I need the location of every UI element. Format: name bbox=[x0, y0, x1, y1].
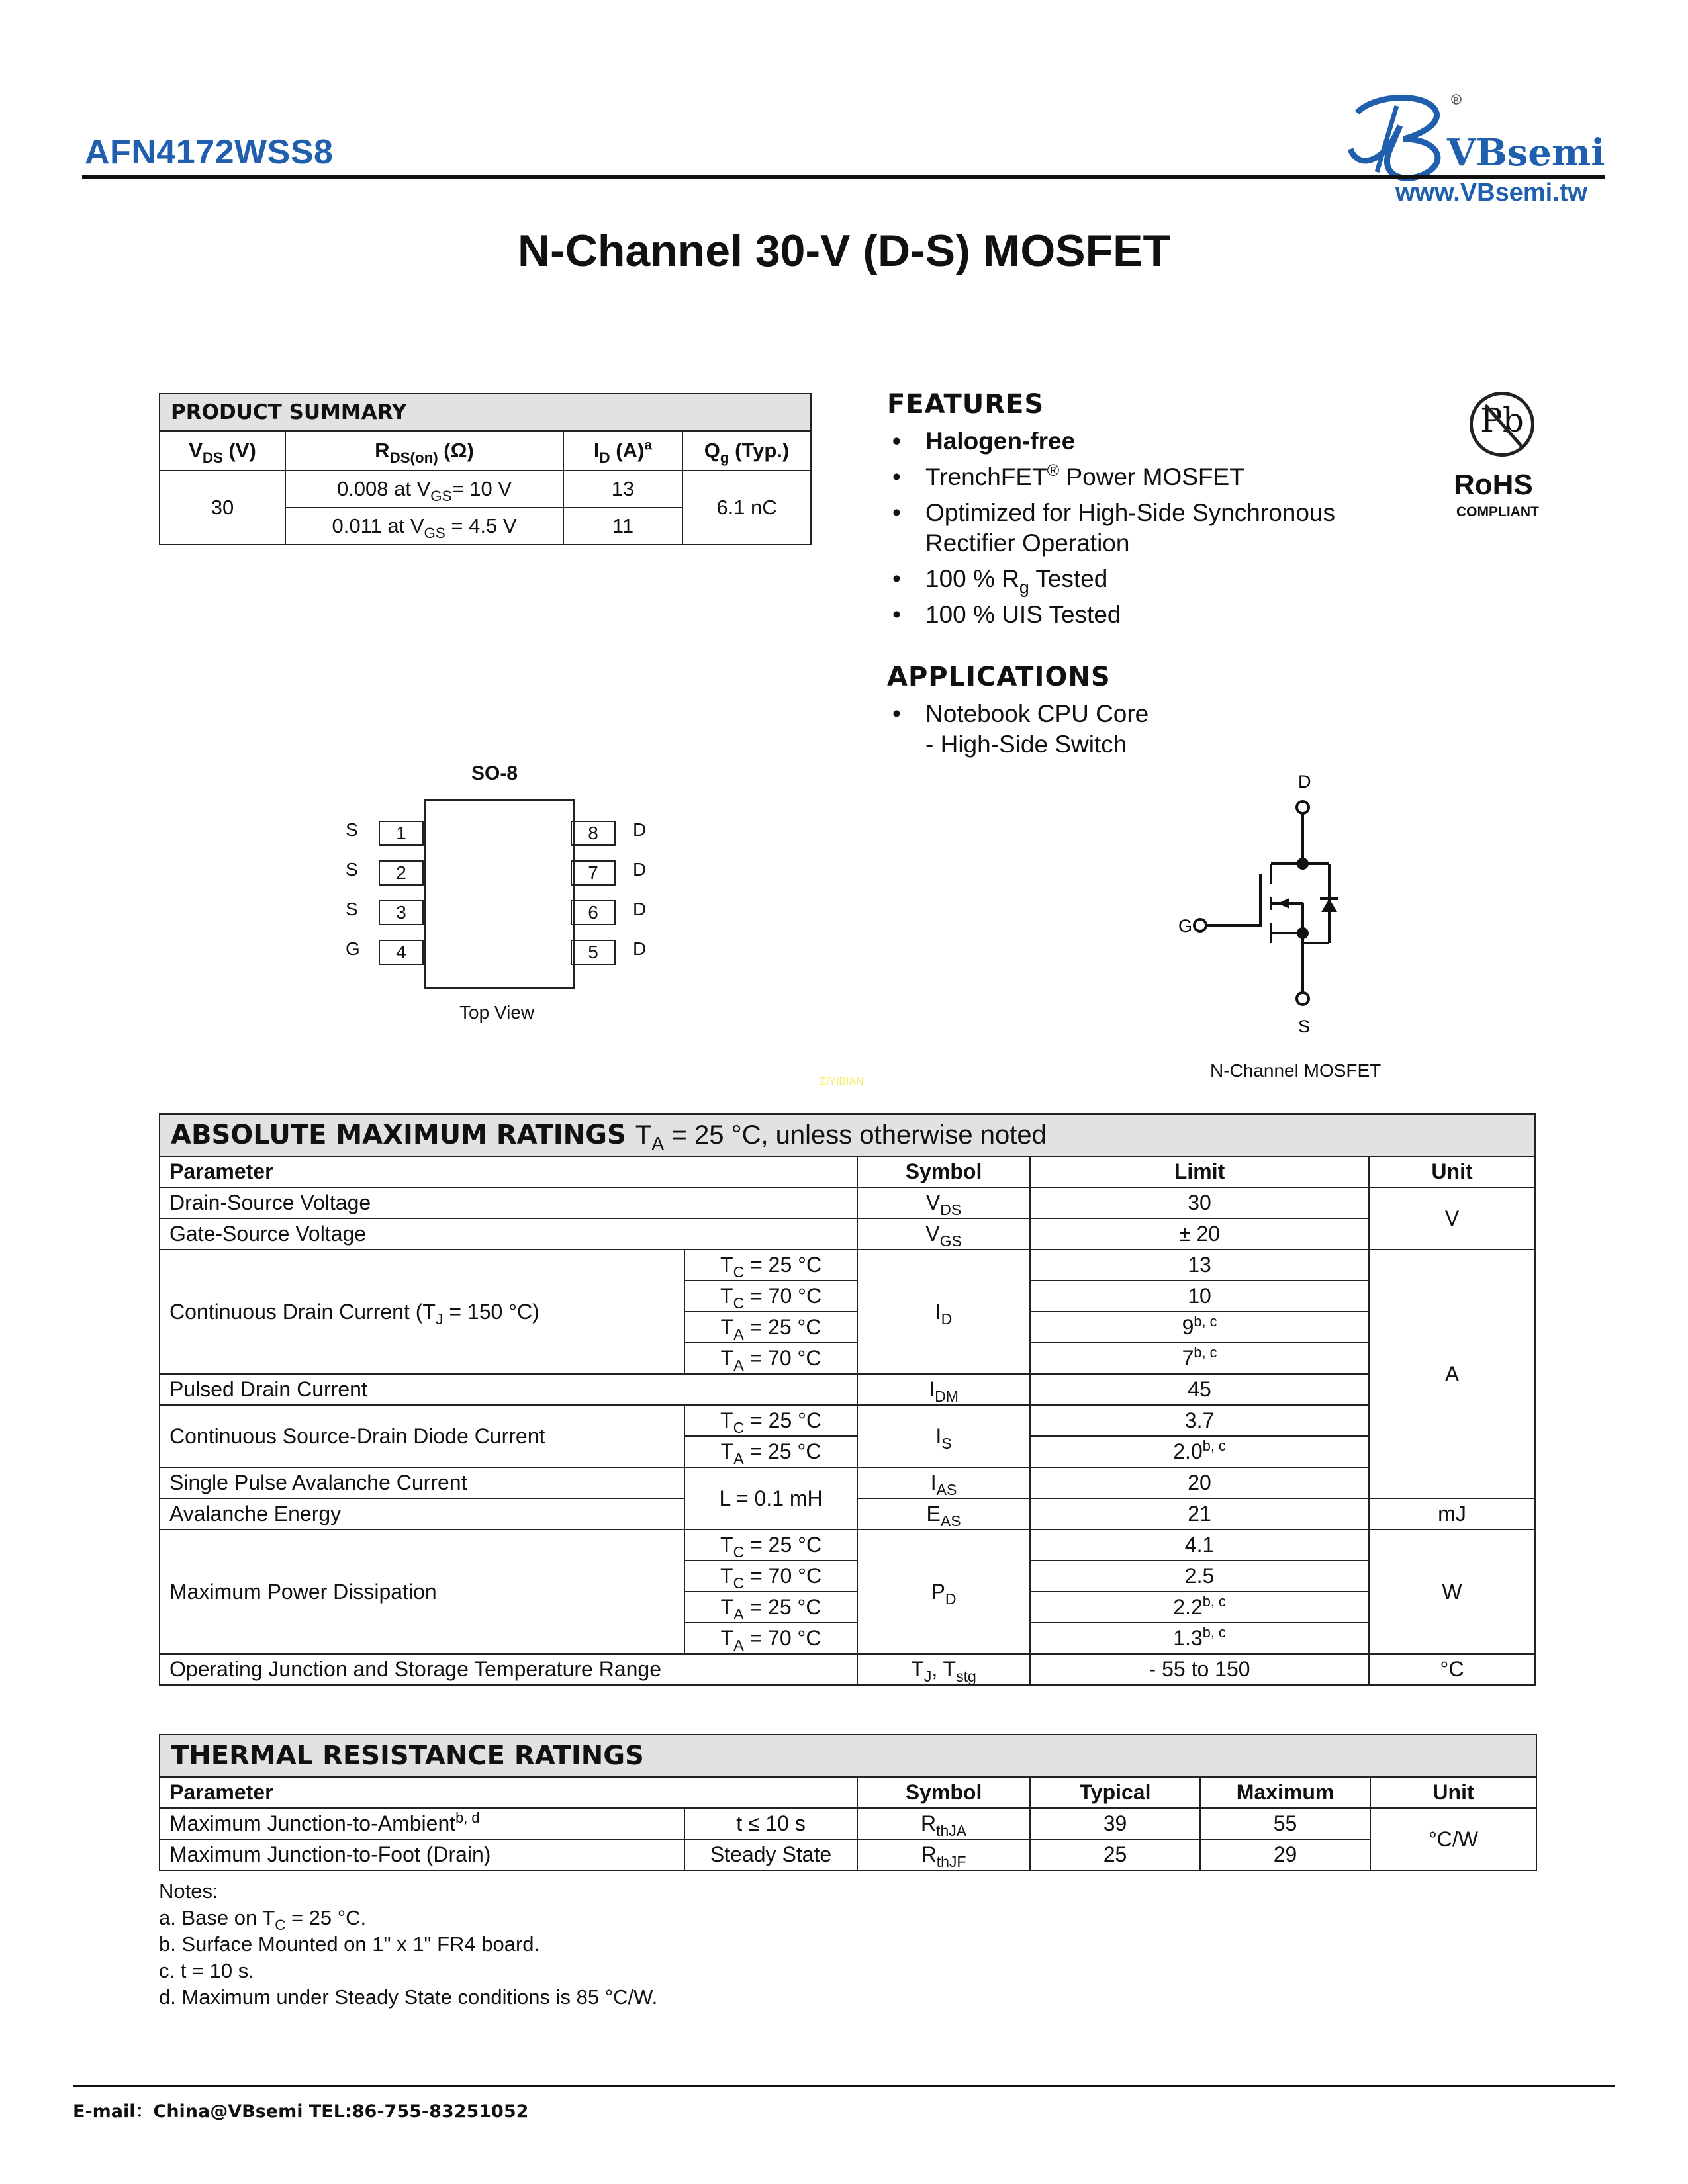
col-rds: $R_{DS(on)}$ (Ω) bbox=[285, 431, 563, 471]
thermal-col-typ: Typical bbox=[1030, 1777, 1200, 1808]
amr-unit: °C bbox=[1369, 1654, 1535, 1685]
thermal-col-symbol: Symbol bbox=[857, 1777, 1030, 1808]
brand-name: VBsemi bbox=[1447, 131, 1605, 175]
id-row-1: 13 bbox=[563, 471, 682, 508]
amr-cond: $T_C = 25$ °C bbox=[684, 1529, 857, 1561]
footer-rule bbox=[73, 2085, 1615, 2087]
thermal-symbol: $R_{thJA}$ bbox=[857, 1808, 1030, 1839]
pin-label: D bbox=[633, 819, 647, 840]
amr-unit: W bbox=[1369, 1529, 1535, 1654]
amr-cond: $T_C = 70$ °C bbox=[684, 1561, 857, 1592]
rds-row-1: 0.008 at $V_{GS}= 10$ V bbox=[285, 471, 563, 508]
thermal-param: Maximum Junction-to-Foot (Drain) bbox=[160, 1839, 684, 1870]
amr-cond: $T_A = 25$ °C bbox=[684, 1436, 857, 1467]
document-title: N-Channel 30-V (D-S) MOSFET bbox=[517, 226, 1171, 276]
rohs-compliant: COMPLIANT bbox=[1456, 504, 1539, 520]
amr-symbol: $I_{AS}$ bbox=[857, 1467, 1030, 1498]
pin-1: 1 bbox=[379, 821, 424, 846]
amr-limit: 4.1 bbox=[1030, 1529, 1369, 1561]
pin-7: 7 bbox=[571, 860, 616, 886]
pin-label: S bbox=[346, 899, 358, 919]
feature-item: • Optimized for High-Side Synchronous Rectifier Operation bbox=[887, 498, 1417, 559]
package-name: SO-8 bbox=[471, 762, 518, 784]
amr-param: Single Pulse Avalanche Current bbox=[160, 1467, 684, 1498]
amr-cond: $T_A = 25$ °C bbox=[684, 1312, 857, 1343]
product-summary-table bbox=[159, 393, 812, 545]
pin-label: D bbox=[633, 938, 647, 959]
amr-param: Avalanche Energy bbox=[160, 1498, 684, 1529]
amr-cond: L = 0.1 mH bbox=[684, 1467, 857, 1529]
gate-label: G bbox=[1178, 916, 1193, 936]
rds-row-2: 0.011 at $V_{GS} = 4.5$ V bbox=[285, 508, 563, 545]
thermal-symbol: $R_{thJF}$ bbox=[857, 1839, 1030, 1870]
amr-unit: mJ bbox=[1369, 1498, 1535, 1529]
amr-param: Maximum Power Dissipation bbox=[160, 1529, 684, 1654]
thermal-resistance-table bbox=[159, 1734, 1537, 1871]
col-vds: $V_{DS}$ (V) bbox=[160, 431, 285, 471]
amr-unit: V bbox=[1369, 1187, 1535, 1250]
website-link[interactable]: www.VBsemi.tw bbox=[1395, 179, 1587, 206]
pin-label: G bbox=[346, 938, 360, 959]
notes-title: Notes: bbox=[159, 1880, 218, 1903]
symbol-caption: N-Channel MOSFET bbox=[1210, 1060, 1382, 1081]
product-summary-title: PRODUCT SUMMARY bbox=[160, 394, 811, 431]
thermal-col-max: Maximum bbox=[1200, 1777, 1370, 1808]
feature-item: • 100 % $R_g$ Tested bbox=[887, 564, 1417, 594]
amr-limit: 2.0$^{b, c}$ bbox=[1030, 1436, 1369, 1467]
amr-limit: 13 bbox=[1030, 1250, 1369, 1281]
pb-label: Pb bbox=[1480, 401, 1524, 439]
amr-limit: 2.2$^{b, c}$ bbox=[1030, 1592, 1369, 1623]
features-title: FEATURES bbox=[887, 389, 1045, 420]
application-item: • Notebook CPU Core - High-Side Switch bbox=[887, 699, 1417, 760]
pin-4: 4 bbox=[379, 940, 424, 965]
pin-label: S bbox=[346, 859, 358, 880]
amr-limit: 1.3$^{b, c}$ bbox=[1030, 1623, 1369, 1654]
id-row-2: 11 bbox=[563, 508, 682, 545]
amr-cond: $T_C = 25$ °C bbox=[684, 1405, 857, 1436]
pin-3: 3 bbox=[379, 900, 424, 925]
svg-text:R: R bbox=[1454, 96, 1459, 105]
amr-col-symbol: Symbol bbox=[857, 1156, 1030, 1187]
pb-slash-icon bbox=[1474, 396, 1533, 455]
amr-param: Pulsed Drain Current bbox=[160, 1374, 857, 1405]
applications-title: APPLICATIONS bbox=[887, 662, 1111, 692]
amr-limit: 20 bbox=[1030, 1467, 1369, 1498]
qg-value: 6.1 nC bbox=[682, 471, 811, 545]
amr-cond: $T_C = 25$ °C bbox=[684, 1250, 857, 1281]
amr-symbol: $V_{DS}$ bbox=[857, 1187, 1030, 1218]
feature-item: • Halogen-free bbox=[887, 426, 1417, 457]
pin-6: 6 bbox=[571, 900, 616, 925]
amr-symbol: $V_{GS}$ bbox=[857, 1218, 1030, 1250]
amr-limit: 21 bbox=[1030, 1498, 1369, 1529]
amr-limit: 9$^{b, c}$ bbox=[1030, 1312, 1369, 1343]
features-list bbox=[887, 426, 1417, 635]
amr-col-unit: Unit bbox=[1369, 1156, 1535, 1187]
thermal-cond: Steady State bbox=[684, 1839, 857, 1870]
note-b: b. Surface Mounted on 1" x 1" FR4 board. bbox=[159, 1933, 540, 1956]
footer-contact: E-mail：China@VBsemi TEL:86-755-83251052 bbox=[73, 2101, 529, 2122]
amr-limit: 45 bbox=[1030, 1374, 1369, 1405]
col-qg: $Q_g$ (Typ.) bbox=[682, 431, 811, 471]
notes bbox=[159, 1878, 657, 2011]
amr-symbol: $E_{AS}$ bbox=[857, 1498, 1030, 1529]
absolute-max-ratings-table bbox=[159, 1113, 1536, 1686]
pin-8: 8 bbox=[571, 821, 616, 846]
amr-param: Gate-Source Voltage bbox=[160, 1218, 857, 1250]
amr-param: Operating Junction and Storage Temperature Range bbox=[160, 1654, 857, 1685]
vbsemi-logo bbox=[1331, 86, 1609, 185]
amr-limit: 7$^{b, c}$ bbox=[1030, 1343, 1369, 1374]
thermal-col-unit: Unit bbox=[1370, 1777, 1536, 1808]
amr-symbol: $I_{DM}$ bbox=[857, 1374, 1030, 1405]
mosfet-symbol-icon bbox=[1178, 768, 1364, 1046]
thermal-title: THERMAL RESISTANCE RATINGS bbox=[160, 1735, 1536, 1777]
amr-symbol: $T_J$, $T_{stg}$ bbox=[857, 1654, 1030, 1685]
thermal-max: 55 bbox=[1200, 1808, 1370, 1839]
amr-limit: 10 bbox=[1030, 1281, 1369, 1312]
drain-label: D bbox=[1298, 772, 1311, 792]
vds-value: 30 bbox=[160, 471, 285, 545]
note-d: d. Maximum under Steady State conditions is 85 °C/W. bbox=[159, 1985, 658, 2009]
amr-param: Continuous Drain Current ($T_J = 150$ °C) bbox=[160, 1250, 684, 1374]
amr-cond: $T_A = 70$ °C bbox=[684, 1623, 857, 1654]
pin-2: 2 bbox=[379, 860, 424, 886]
amr-symbol: $I_S$ bbox=[857, 1405, 1030, 1467]
thermal-col-param: Parameter bbox=[160, 1777, 857, 1808]
rohs-label: RoHS bbox=[1454, 469, 1533, 501]
pin-label: S bbox=[346, 819, 358, 840]
thermal-cond: t ≤ 10 s bbox=[684, 1808, 857, 1839]
amr-limit: ± 20 bbox=[1030, 1218, 1369, 1250]
thermal-typ: 25 bbox=[1030, 1839, 1200, 1870]
amr-col-param: Parameter bbox=[160, 1156, 857, 1187]
pin-5: 5 bbox=[571, 940, 616, 965]
pin-label: D bbox=[633, 859, 647, 880]
amr-limit: 3.7 bbox=[1030, 1405, 1369, 1436]
feature-item: • TrenchFET® Power MOSFET bbox=[887, 462, 1417, 492]
amr-param: Continuous Source-Drain Diode Current bbox=[160, 1405, 684, 1467]
pin-label: D bbox=[633, 899, 647, 919]
amr-symbol: $I_D$ bbox=[857, 1250, 1030, 1374]
package-body bbox=[424, 799, 575, 989]
thermal-param: Maximum Junction-to-Ambient$^{b, d}$ bbox=[160, 1808, 684, 1839]
thermal-typ: 39 bbox=[1030, 1808, 1200, 1839]
amr-title: ABSOLUTE MAXIMUM RATINGS $T_A = 25$ °C, unless otherwise noted bbox=[160, 1114, 1535, 1156]
amr-cond: $T_A = 70$ °C bbox=[684, 1343, 857, 1374]
amr-unit: A bbox=[1369, 1250, 1535, 1498]
watermark: ZIYIBIAN bbox=[820, 1076, 864, 1087]
amr-symbol: $P_D$ bbox=[857, 1529, 1030, 1654]
feature-item: • 100 % UIS Tested bbox=[887, 600, 1417, 630]
amr-col-limit: Limit bbox=[1030, 1156, 1369, 1187]
amr-cond: $T_C = 70$ °C bbox=[684, 1281, 857, 1312]
amr-limit: 2.5 bbox=[1030, 1561, 1369, 1592]
amr-cond: $T_A = 25$ °C bbox=[684, 1592, 857, 1623]
amr-limit: - 55 to 150 bbox=[1030, 1654, 1369, 1685]
col-id: $I_D$ $(A)^a$ bbox=[563, 431, 682, 471]
amr-limit: 30 bbox=[1030, 1187, 1369, 1218]
note-c: c. t = 10 s. bbox=[159, 1959, 254, 1982]
applications-list bbox=[887, 699, 1417, 765]
thermal-max: 29 bbox=[1200, 1839, 1370, 1870]
header-rule bbox=[82, 175, 1605, 179]
note-a: a. Base on $T_C = 25$ °C. bbox=[159, 1906, 367, 1933]
amr-param: Drain-Source Voltage bbox=[160, 1187, 857, 1218]
source-label: S bbox=[1298, 1017, 1311, 1036]
thermal-unit: °C/W bbox=[1370, 1808, 1536, 1870]
package-caption: Top View bbox=[459, 1002, 535, 1023]
part-number: AFN4172WSS8 bbox=[85, 133, 334, 171]
